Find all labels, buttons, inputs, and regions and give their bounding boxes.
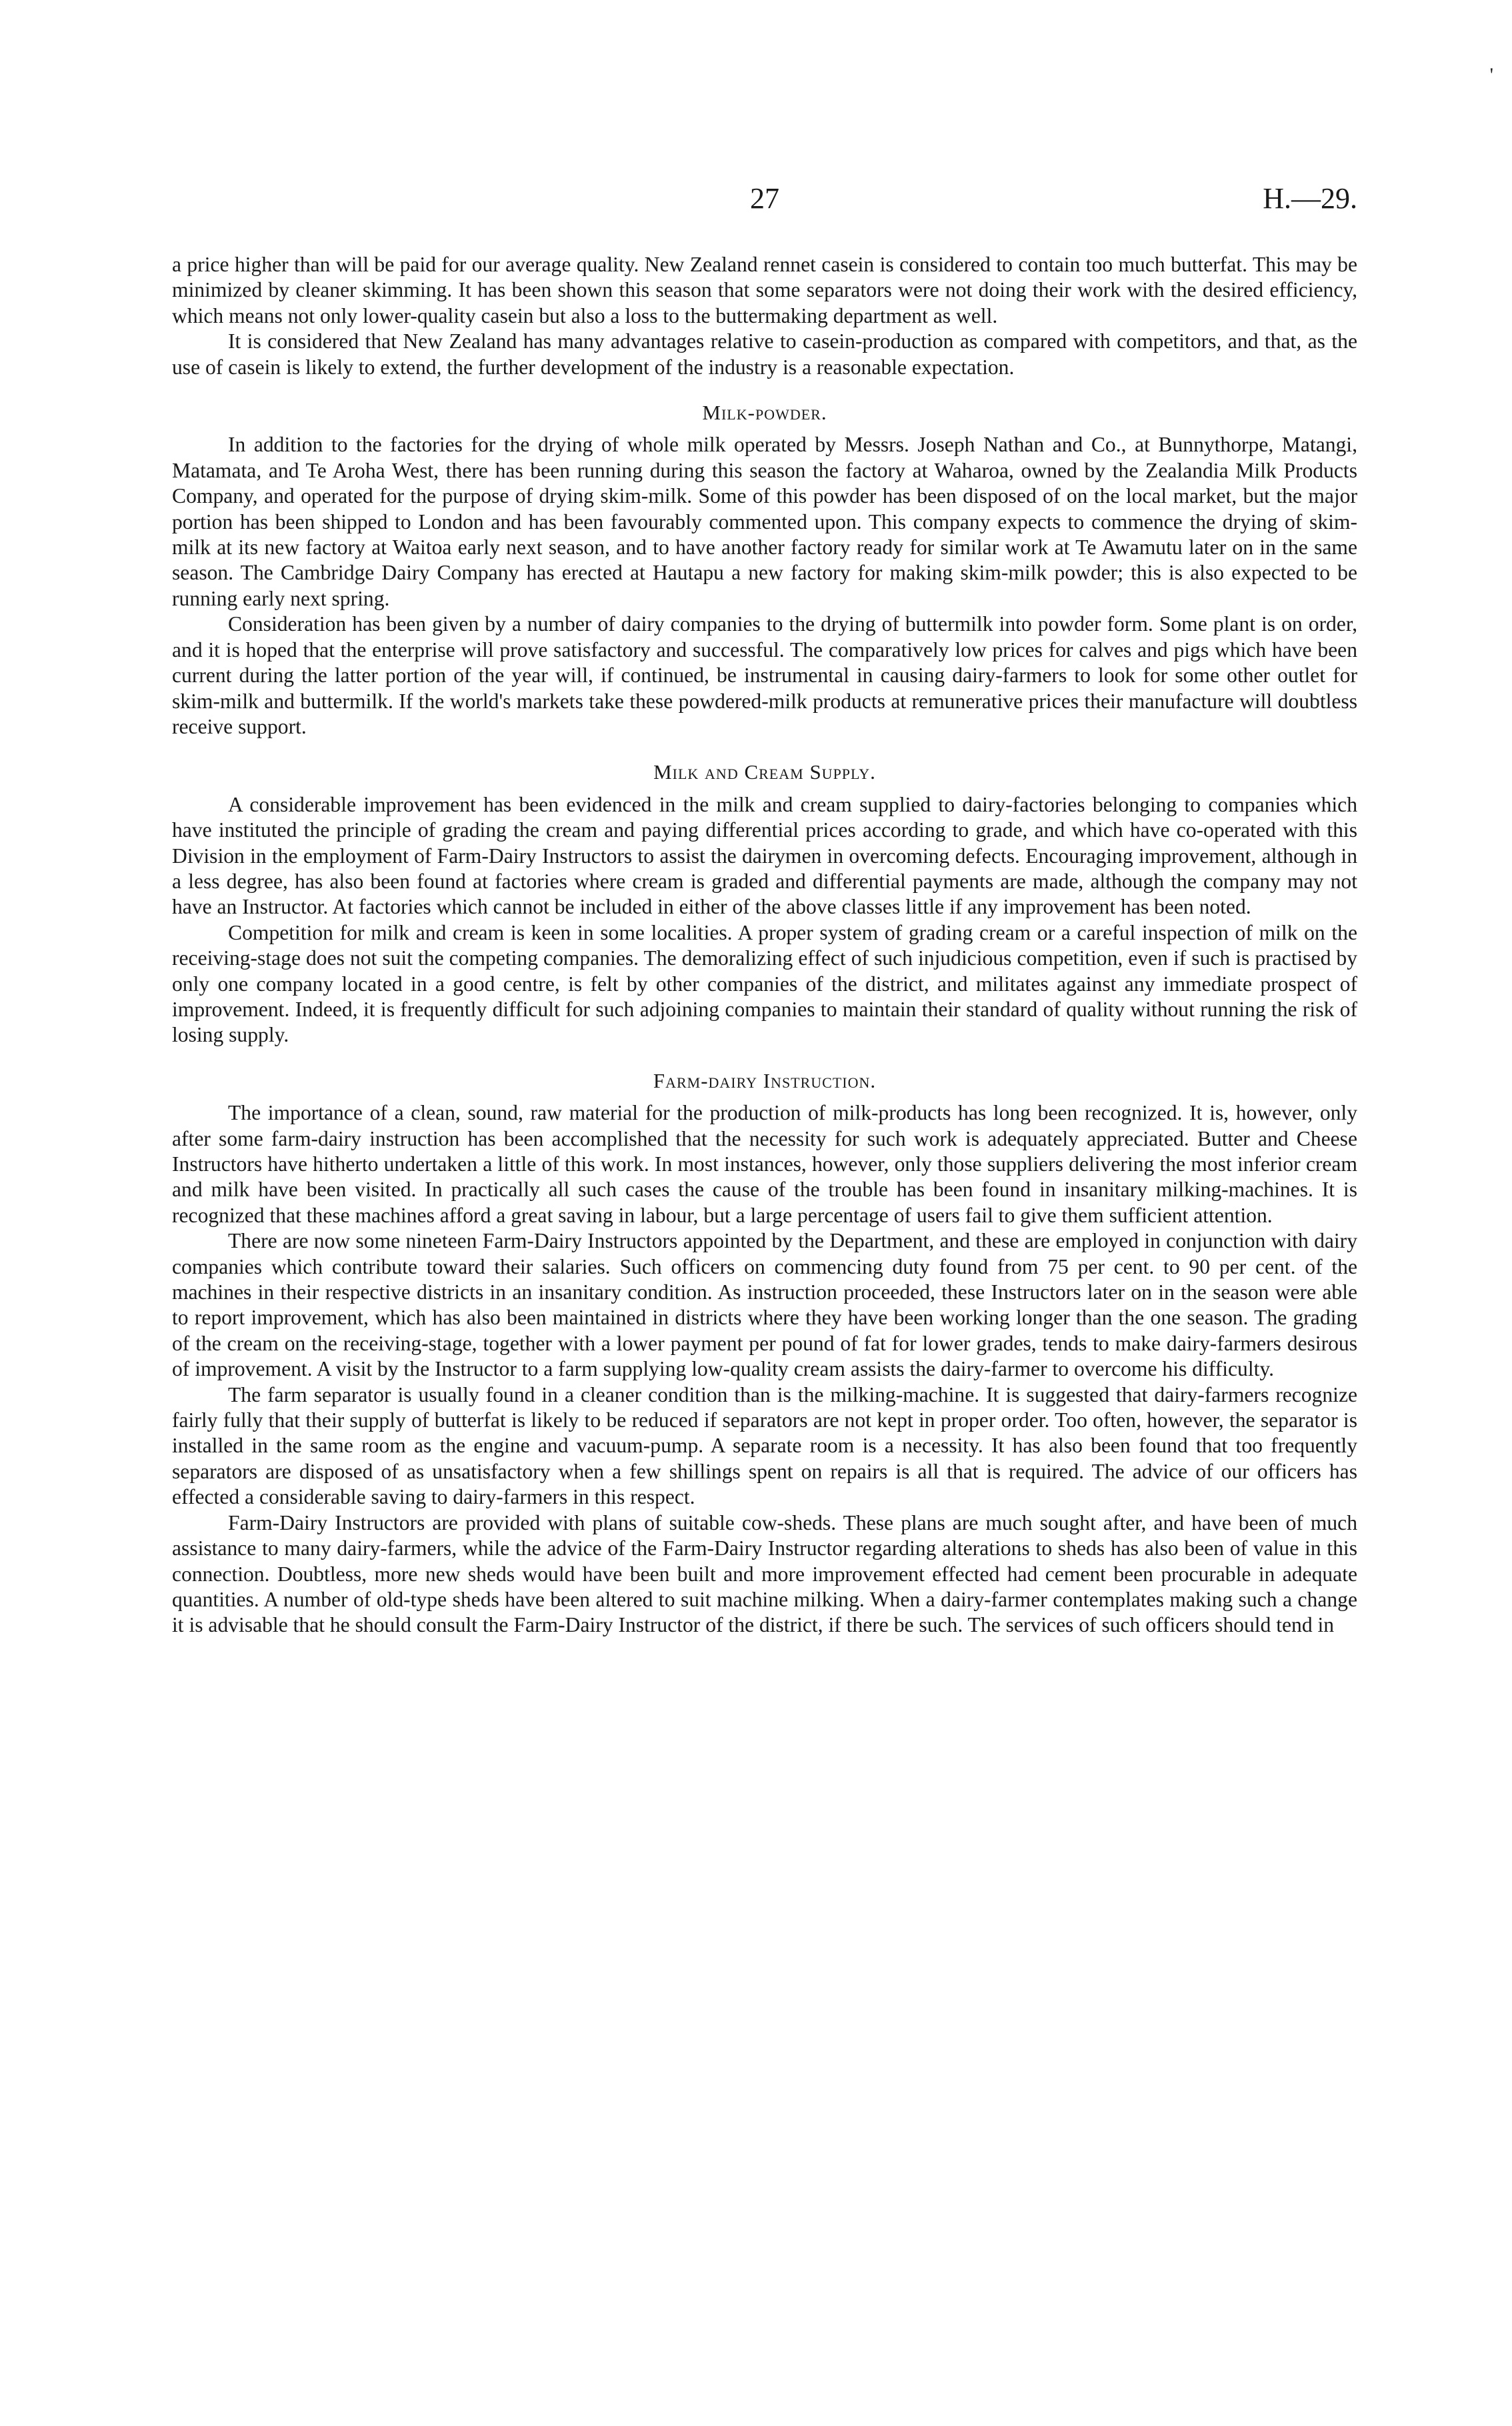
document-reference: H.—29. bbox=[1263, 182, 1357, 215]
paragraph: The importance of a clean, sound, raw material for the production of milk-products has long been recognized. It is, however, only after some farm-dairy instruction has been accomplished that the necessity for such work is adequately appreciated. Butter and Cheese Instructors have hitherto undertaken a little of this work. In most instances, however, only those suppliers delivering the most inferior cream and milk have been visited. In practically all such cases the cause of the trouble has been found in insanitary milking-machines. It is recognized that these machines afford a great saving in labour, but a large percentage of users fail to give them sufficient attention. bbox=[172, 1101, 1357, 1227]
page-header bbox=[0, 181, 1512, 221]
paragraph: The farm separator is usually found in a cleaner condition than is the milking-machine. It is suggested that dairy-farmers recognize fairly fully that their supply of butterfat is likely to be reduced if separators are not kept in proper order. Too often, however, the separator is installed in the same room as the engine and vacuum-pump. A separate room is a necessity. It has also been found that too frequently separators are disposed of as unsatisfactory when a few shillings spent on repairs is all that is required. The advice of our officers has effected a considerable saving to dairy-farmers in this respect. bbox=[172, 1382, 1357, 1509]
paragraph: Farm-Dairy Instructors are provided with plans of suitable cow-sheds. These plans are much sought after, and have been of much assistance to many dairy-farmers, while the advice of the Farm-Dairy Instructor regarding alterations to sheds has also been of value in this connection. Doubtless, more new sheds would have been built and more improvement effected had cement been procurable in adequate quantities. A number of old-type sheds have been altered to suit machine milking. When a dairy-farmer contemplates making such a change it is advisable that he should consult the Farm-Dairy Instructor of the district, if there be such. The services of such officers should tend in bbox=[172, 1510, 1357, 1637]
section-casein-continued bbox=[172, 252, 1357, 380]
paragraph: It is considered that New Zealand has many advantages relative to casein-production as compared with competitors, and that, as the use of casein is likely to extend, the further development of the industry is a reasonable expectation. bbox=[172, 329, 1357, 379]
section-milk-and-cream-supply bbox=[172, 760, 1357, 1048]
page-number: 27 bbox=[750, 182, 779, 215]
paragraph: Consideration has been given by a number of dairy companies to the drying of buttermilk into powder form. Some plant is on order, and it is hoped that the enterprise will prove satisfactory and successful. The comparatively low prices for calves and pigs which have been current during the latter portion of the year will, if continued, be instrumental in causing dairy-farmers to look for some other outlet for skim-milk and buttermilk. If the world's markets take these powdered-milk products at remunerative prices their manufacture will doubtless receive support. bbox=[172, 612, 1357, 738]
paragraph: There are now some nineteen Farm-Dairy Instructors appointed by the Department, and these are employed in conjunction with dairy companies which contribute toward their salaries. Such officers on commencing duty found from 75 per cent. to 90 per cent. of the machines in their respective districts in an insanitary condition. As instruction proceeded, these Instructors later on in the season were able to report improvement, which has also been maintained in districts where they have been working longer than the one season. The grading of the cream on the receiving-stage, together with a lower payment per pound of fat for lower grades, tends to make dairy-farmers desirous of improvement. A visit by the Instructor to a farm supplying low-quality cream assists the dairy-farmer to overcome his difficulty. bbox=[172, 1229, 1357, 1381]
paragraph: In addition to the factories for the drying of whole milk operated by Messrs. Joseph Nathan and Co., at Bunnythorpe, Matangi, Matamata, and Te Aroha West, there has been running during this season the factory at Waharoa, owned by the Zealandia Milk Products Company, and operated for the purpose of drying skim-milk. Some of this powder has been disposed of on the local market, but the major portion has been shipped to London and has been favourably commented upon. This company expects to commence the drying of skim-milk at its new factory at Waitoa early next season, and to have another factory ready for similar work at Te Awamutu later on in the same season. The Cambridge Dairy Company has erected at Hautapu a new factory for making skim-milk powder; this is also expected to be running early next spring. bbox=[172, 433, 1357, 610]
paragraph: A considerable improvement has been evidenced in the milk and cream supplied to dairy-factories belonging to companies which have instituted the principle of grading the cream and paying differential prices according to grade, and which have co-operated with this Division in the employment of Farm-Dairy Instructors to assist the dairymen in overcoming defects. Encouraging improvement, although in a less degree, has also been found at factories where cream is graded and differential payments are made, although the company may not have an Instructor. At factories which cannot be included in either of the above classes little if any improvement has been noted. bbox=[172, 792, 1357, 919]
section-heading: Milk and Cream Supply. bbox=[653, 760, 876, 784]
section-milk-powder bbox=[172, 400, 1357, 740]
corner-mark: ' bbox=[1489, 64, 1493, 86]
paragraph: a price higher than will be paid for our average quality. New Zealand rennet casein is considered to contain too much butterfat. This may be minimized by cleaner skimming. It has been shown this season that some separators were not doing their work with the desired efficiency, which means not only lower-quality casein but also a loss to the buttermaking department as well. bbox=[172, 253, 1357, 327]
document-body bbox=[172, 252, 1357, 1638]
section-farm-dairy-instruction bbox=[172, 1068, 1357, 1638]
section-heading: Farm-dairy Instruction. bbox=[653, 1068, 877, 1092]
section-heading: Milk-powder. bbox=[702, 401, 827, 425]
paragraph: Competition for milk and cream is keen in some localities. A proper system of grading cream or a careful inspection of milk on the receiving-stage does not suit the competing companies. The demoralizing effect of such injudicious competition, even if such is practised by only one company located in a good centre, is felt by other companies of the district, and militates against any immediate prospect of improvement. Indeed, it is frequently difficult for such adjoining companies to maintain their standard of quality without running the risk of losing supply. bbox=[172, 920, 1357, 1047]
